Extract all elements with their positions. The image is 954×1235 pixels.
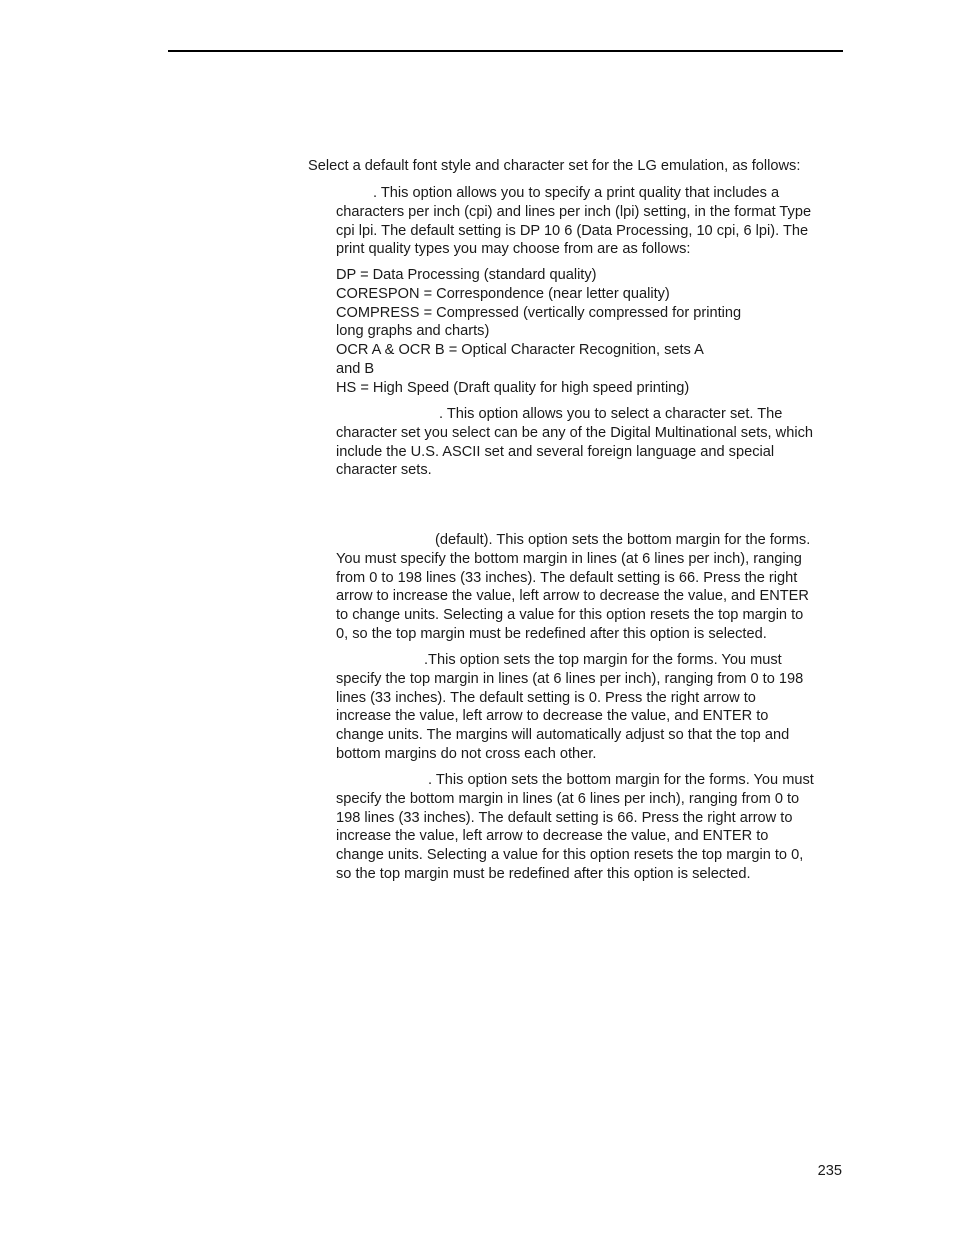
text-line: from 0 to 198 lines (33 inches). The default setting is 66. Press the right <box>336 569 798 586</box>
list-item: DP = Data Processing (standard quality) <box>336 267 597 283</box>
character-set-paragraph <box>336 405 846 480</box>
text-line: so the top margin must be redefined after this option is selected. <box>336 865 751 882</box>
list-item: CORESPON = Correspondence (near letter quality) <box>336 285 670 302</box>
text-line: (default). This option sets the bottom margin for the forms. <box>435 532 811 548</box>
text-line: to change units. Selecting a value for this option resets the top margin to <box>336 607 804 624</box>
text-line: . This option allows you to specify a print quality that includes a <box>373 185 780 201</box>
text-line: increase the value, left arrow to decrease the value, and ENTER to <box>336 828 769 845</box>
header-rule <box>168 50 843 52</box>
page-number: 235 <box>817 1163 842 1179</box>
text-line: lines (33 inches). The default setting is 0. Press the right arrow to <box>336 689 756 706</box>
list-item: HS = High Speed (Draft quality for high speed printing) <box>336 379 690 396</box>
quality-types-list <box>336 266 846 398</box>
text-line: 198 lines (33 inches). The default setting is 66. Press the right arrow to <box>336 809 793 826</box>
text-line: .This option sets the top margin for the forms. You must <box>424 652 782 668</box>
list-item: OCR A & OCR B = Optical Character Recognition, sets A <box>336 342 704 359</box>
text-line: print quality types you may choose from are as follows: <box>336 241 691 258</box>
list-item: COMPRESS = Compressed (vertically compressed for printing <box>336 304 742 321</box>
text-line: arrow to increase the value, left arrow to decrease the value, and ENTER <box>336 588 809 605</box>
intro-text: Select a default font style and character set for the LG emulation, as follows: <box>308 158 801 174</box>
text-line: specify the top margin in lines (at 6 lines per inch), ranging from 0 to 198 <box>336 670 804 687</box>
top-margin-paragraph <box>336 651 846 764</box>
text-line: character sets. <box>336 462 432 479</box>
text-line: You must specify the bottom margin in lines (at 6 lines per inch), ranging <box>336 550 802 567</box>
text-line: character set you select can be any of the Digital Multinational sets, which <box>336 424 813 441</box>
bottom-margin-paragraph <box>336 771 846 884</box>
list-item: long graphs and charts) <box>336 323 490 340</box>
text-line: 0, so the top margin must be redefined after this option is selected. <box>336 625 767 642</box>
text-line: . This option allows you to select a character set. The <box>439 406 783 422</box>
text-line: cpi lpi. The default setting is DP 10 6 (Data Processing, 10 cpi, 6 lpi). The <box>336 222 809 239</box>
text-line: bottom margins do not cross each other. <box>336 745 597 762</box>
bottom-margin-default-paragraph <box>336 531 846 644</box>
text-line: change units. The margins will automatically adjust so that the top and <box>336 727 790 744</box>
list-item: and B <box>336 360 375 377</box>
text-line: increase the value, left arrow to decrease the value, and ENTER to <box>336 708 769 725</box>
print-quality-paragraph <box>336 184 846 259</box>
text-line: . This option sets the bottom margin for the forms. You must <box>428 772 814 788</box>
text-line: specify the bottom margin in lines (at 6 lines per inch), ranging from 0 to <box>336 790 800 807</box>
text-line: include the U.S. ASCII set and several foreign language and special <box>336 443 775 460</box>
text-line: characters per inch (cpi) and lines per inch (lpi) setting, in the format Type <box>336 203 812 220</box>
text-line: change units. Selecting a value for this option resets the top margin to 0, <box>336 847 804 864</box>
